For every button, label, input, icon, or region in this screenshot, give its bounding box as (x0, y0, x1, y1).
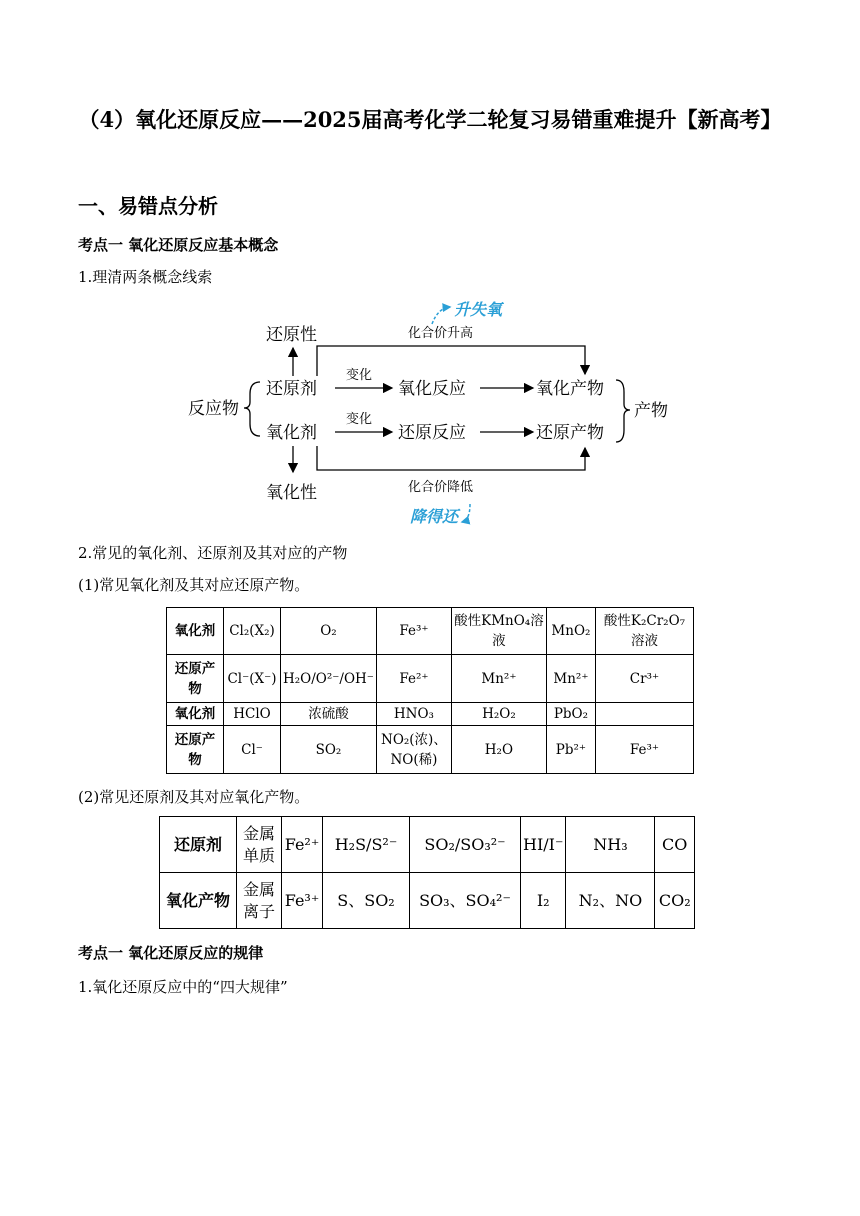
table-cell: O₂ (281, 608, 377, 655)
table-cell: Fe²⁺ (376, 655, 451, 703)
table-cell: NH₃ (566, 817, 655, 873)
table-cell: SO₂/SO₃²⁻ (410, 817, 521, 873)
table-cell: HNO₃ (376, 703, 451, 726)
reducibility-label: 还原性 (266, 325, 317, 345)
kp-heading-1: 考点一 氧化还原反应基本概念 (78, 236, 279, 254)
table-cell: NO₂(浓)、NO(稀) (376, 726, 451, 774)
mnemonic-down: 降得还 (410, 507, 459, 526)
table-cell: 金属离子 (237, 873, 282, 929)
table-cell: CO₂ (655, 873, 695, 929)
table-cell: PbO₂ (546, 703, 595, 726)
product-label: 产物 (634, 401, 668, 421)
paragraph-4: (2)常见还原剂及其对应氧化产物。 (78, 788, 310, 806)
table-cell: 氧化剂 (167, 608, 224, 655)
section-heading: 一、易错点分析 (78, 194, 218, 218)
table-cell: Mn²⁺ (546, 655, 595, 703)
table-cell: Fe³⁺ (282, 873, 323, 929)
table-cell: 还原产物 (167, 726, 224, 774)
paragraph-2: 2.常见的氧化剂、还原剂及其对应的产物 (78, 544, 348, 562)
table-cell: Cl₂(X₂) (224, 608, 281, 655)
change-label-2: 变化 (346, 412, 373, 427)
table-cell: HI/I⁻ (521, 817, 566, 873)
table-cell: CO (655, 817, 695, 873)
table-cell: HClO (224, 703, 281, 726)
table-cell: SO₃、SO₄²⁻ (410, 873, 521, 929)
table-cell: 酸性K₂Cr₂O₇溶液 (595, 608, 693, 655)
reactant-label: 反应物 (188, 399, 239, 419)
table-cell: 浓硫酸 (281, 703, 377, 726)
paragraph-3: (1)常见氧化剂及其对应还原产物。 (78, 576, 310, 594)
table-cell: 还原产物 (167, 655, 224, 703)
table-cell: H₂O₂ (451, 703, 546, 726)
product-brace (612, 376, 712, 446)
oxidation-product-label: 氧化产物 (536, 379, 604, 399)
table-cell: H₂S/S²⁻ (323, 817, 410, 873)
reduction-reaction-label: 还原反应 (398, 423, 466, 443)
reducer-table (159, 816, 695, 929)
table-cell: Cr³⁺ (595, 655, 693, 703)
table-cell: 氧化剂 (167, 703, 224, 726)
oxidizer-label: 氧化剂 (266, 423, 317, 443)
kp-heading-2: 考点一 氧化还原反应的规律 (78, 944, 264, 962)
oxidizability-label: 氧化性 (266, 483, 317, 503)
mnemonic-up: 升失氧 (454, 300, 503, 319)
table-cell: I₂ (521, 873, 566, 929)
paragraph-5: 1.氧化还原反应中的“四大规律” (78, 978, 288, 996)
change-label-1: 变化 (346, 368, 373, 383)
table-cell (595, 703, 693, 726)
table-cell: MnO₂ (546, 608, 595, 655)
table-cell: Pb²⁺ (546, 726, 595, 774)
table-cell: 还原剂 (160, 817, 237, 873)
table-cell: Fe³⁺ (595, 726, 693, 774)
table-cell: Cl⁻(X⁻) (224, 655, 281, 703)
reduction-product-label: 还原产物 (536, 423, 604, 443)
table-cell: Mn²⁺ (451, 655, 546, 703)
table-cell: Fe²⁺ (282, 817, 323, 873)
table-cell: Fe³⁺ (376, 608, 451, 655)
page-title: （4）氧化还原反应——2025届高考化学二轮复习易错重难提升【新高考】 (78, 107, 782, 132)
concept-diagram (180, 290, 604, 535)
paragraph-1: 1.理清两条概念线索 (78, 268, 213, 286)
table-cell: N₂、NO (566, 873, 655, 929)
oxidation-reaction-label: 氧化反应 (398, 379, 466, 399)
valence-up-label: 化合价升高 (408, 326, 474, 341)
valence-down-label: 化合价降低 (408, 480, 474, 495)
table-cell: 氧化产物 (160, 873, 237, 929)
reducer-label: 还原剂 (266, 379, 317, 399)
table-cell: 酸性KMnO₄溶液 (451, 608, 546, 655)
table-cell: 金属单质 (237, 817, 282, 873)
table-cell: H₂O (451, 726, 546, 774)
table-cell: SO₂ (281, 726, 377, 774)
oxidizer-table (166, 607, 694, 774)
table-cell: Cl⁻ (224, 726, 281, 774)
table-cell: H₂O/O²⁻/OH⁻ (281, 655, 377, 703)
table-cell: S、SO₂ (323, 873, 410, 929)
